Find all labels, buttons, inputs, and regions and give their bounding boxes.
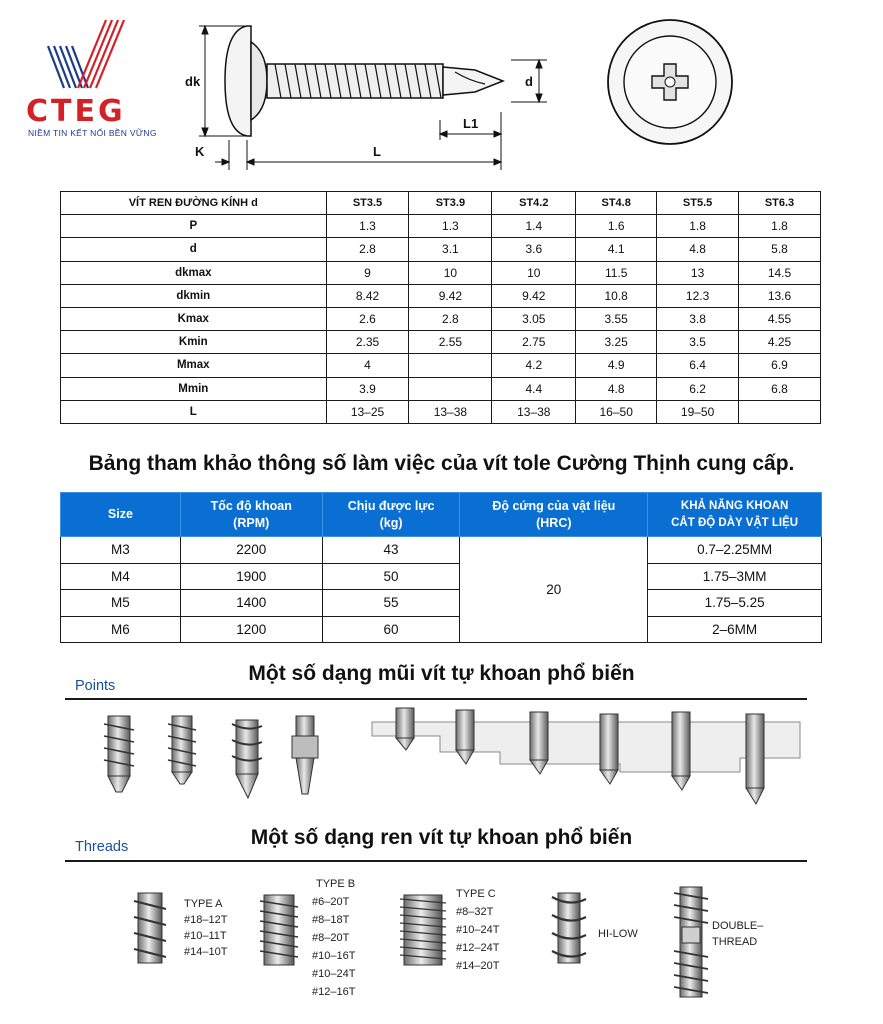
type-b-spec: #8–18T [312, 914, 350, 926]
cell-force: 55 [322, 590, 460, 617]
table-cell: 4.2 [492, 354, 576, 377]
header-cell: VÍT REN ĐƯỜNG KÍNH d [61, 192, 327, 215]
point-type-1-icon [104, 716, 134, 792]
type-b-spec: #8–20T [312, 932, 350, 944]
table-cell: 8.42 [326, 284, 409, 307]
cell-force: 50 [322, 563, 460, 590]
table-cell: 14.5 [739, 261, 821, 284]
header-cell: ST3.9 [409, 192, 492, 215]
header-force [322, 493, 460, 537]
table-cell [739, 400, 821, 423]
table-row [61, 261, 821, 284]
type-b-spec: #10–16T [312, 950, 356, 962]
row-label: Kmax [61, 307, 327, 330]
header-rpm-line1: Tốc độ khoan [210, 498, 292, 513]
table-cell: 9.42 [409, 284, 492, 307]
row-label: P [61, 215, 327, 238]
cell-size: M3 [61, 537, 181, 564]
table-cell: 2.8 [326, 238, 409, 261]
table-cell: 2.75 [492, 331, 576, 354]
type-a-spec: #18–12T [184, 914, 228, 926]
table-cell: 13–38 [492, 400, 576, 423]
table-cell: 4.9 [576, 354, 657, 377]
type-b-name: TYPE B [316, 878, 356, 890]
table-cell: 1.6 [576, 215, 657, 238]
cell-capacity: 1.75–3MM [648, 563, 822, 590]
table-cell: 1.3 [326, 215, 409, 238]
header-cell: ST4.2 [492, 192, 576, 215]
header-force-line2: (kg) [379, 515, 403, 530]
type-c-spec: #14–20T [456, 960, 500, 972]
point-type-3-icon [232, 720, 262, 798]
table-cell [409, 377, 492, 400]
table-cell: 19–50 [657, 400, 739, 423]
table-cell: 9.42 [492, 284, 576, 307]
cell-rpm: 1400 [180, 590, 322, 617]
type-c-spec: #12–24T [456, 942, 500, 954]
type-c-name: TYPE C [456, 888, 496, 900]
cell-force: 60 [322, 616, 460, 643]
header-rpm-line2: (RPM) [233, 515, 270, 530]
table-row [61, 215, 821, 238]
table-cell: 3.05 [492, 307, 576, 330]
header-capacity-line1: KHẢ NĂNG KHOAN [680, 499, 789, 512]
points-divider [65, 698, 807, 700]
table-cell: 10 [409, 261, 492, 284]
header-size-label: Size [107, 507, 133, 521]
table-cell: 3.6 [492, 238, 576, 261]
threads-section-label: Threads [75, 839, 129, 855]
header-hardness-line2: (HRC) [536, 515, 572, 530]
label-l1: L1 [463, 116, 479, 131]
table-row [61, 377, 821, 400]
row-label: Mmin [61, 377, 327, 400]
table-cell: 4.1 [576, 238, 657, 261]
table-cell: 3.55 [576, 307, 657, 330]
header-hardness [460, 493, 648, 537]
cell-size: M5 [61, 590, 181, 617]
table-cell: 13 [657, 261, 739, 284]
cell-rpm: 2200 [180, 537, 322, 564]
header-cell: ST5.5 [657, 192, 739, 215]
header-capacity [648, 493, 822, 537]
table-cell: 3.1 [409, 238, 492, 261]
params-table-title: Bảng tham khảo thông số làm việc của vít tole Cường Thịnh cung cấp. [88, 452, 795, 475]
type-double-name-line2: THREAD [712, 936, 758, 948]
dimension-spec-table [60, 191, 821, 424]
thread-double-icon [674, 887, 708, 997]
table-cell: 13.6 [739, 284, 821, 307]
brand-tagline: NIỀM TIN KẾT NỐI BỀN VỮNG [28, 128, 157, 138]
table-cell [409, 354, 492, 377]
header-hardness-line1: Độ cứng của vật liệu [492, 498, 616, 513]
table-cell: 13–38 [409, 400, 492, 423]
table-cell: 2.35 [326, 331, 409, 354]
table-row [61, 537, 822, 564]
table-cell: 6.4 [657, 354, 739, 377]
threads-divider [65, 860, 807, 862]
table-cell: 4.4 [492, 377, 576, 400]
points-section-title: Một số dạng mũi vít tự khoan phổ biến [248, 662, 635, 685]
table-cell: 12.3 [657, 284, 739, 307]
point-type-4-icon [292, 716, 318, 794]
header-rpm [180, 493, 322, 537]
type-c-spec: #8–32T [456, 906, 494, 918]
table-cell: 1.3 [409, 215, 492, 238]
type-hi-low-name: HI-LOW [598, 928, 638, 940]
cell-size: M4 [61, 563, 181, 590]
header-capacity-line2: CẮT ĐỘ DÀY VẬT LIỆU [671, 516, 799, 529]
thread-type-c-icon [400, 895, 446, 965]
table-row [61, 307, 821, 330]
plate-thickness-diagram [372, 708, 800, 804]
table-cell: 1.4 [492, 215, 576, 238]
type-b-spec: #10–24T [312, 968, 356, 980]
label-d: d [525, 74, 533, 89]
drill-points-illustration [60, 702, 820, 812]
table-cell: 2.6 [326, 307, 409, 330]
table-cell: 4.25 [739, 331, 821, 354]
type-double-name: DOUBLE– [712, 920, 764, 932]
type-b-spec: #6–20T [312, 896, 350, 908]
row-label: dkmax [61, 261, 327, 284]
table-cell: 6.2 [657, 377, 739, 400]
table-row [61, 284, 821, 307]
brand-logo [26, 18, 166, 138]
thread-type-a-icon [134, 893, 166, 963]
label-dk: dk [185, 74, 201, 89]
table-header-row [61, 493, 822, 537]
type-a-spec: #10–11T [184, 930, 227, 942]
label-k: K [195, 144, 205, 159]
row-label: dkmin [61, 284, 327, 307]
table-cell: 2.55 [409, 331, 492, 354]
table-cell: 4 [326, 354, 409, 377]
table-row [61, 616, 822, 643]
table-row [61, 354, 821, 377]
screw-head-front-view [600, 12, 740, 152]
header-size [61, 493, 181, 537]
logo-stripes-icon [26, 18, 166, 94]
header-cell: ST3.5 [326, 192, 409, 215]
row-label: Mmax [61, 354, 327, 377]
table-cell: 4.8 [657, 238, 739, 261]
cell-capacity: 2–6MM [648, 616, 822, 643]
table-cell: 3.25 [576, 331, 657, 354]
table-row [61, 590, 822, 617]
table-row [61, 238, 821, 261]
thread-hi-low-icon [552, 893, 586, 963]
cell-size: M6 [61, 616, 181, 643]
brand-name: CTEG [26, 94, 126, 129]
header-force-line1: Chịu được lực [347, 498, 435, 513]
cell-rpm: 1900 [180, 563, 322, 590]
screw-side-view-diagram [185, 12, 565, 177]
table-cell: 3.5 [657, 331, 739, 354]
cell-capacity: 0.7–2.25MM [648, 537, 822, 564]
cell-force: 43 [322, 537, 460, 564]
cell-capacity: 1.75–5.25 [648, 590, 822, 617]
threads-section-title: Một số dạng ren vít tự khoan phổ biến [250, 826, 633, 849]
header-cell: ST4.8 [576, 192, 657, 215]
table-cell: 13–25 [326, 400, 409, 423]
table-cell: 1.8 [739, 215, 821, 238]
table-cell: 2.8 [409, 307, 492, 330]
table-cell: 1.8 [657, 215, 739, 238]
table-cell: 3.9 [326, 377, 409, 400]
table-cell: 9 [326, 261, 409, 284]
table-row [61, 331, 821, 354]
type-a-spec: #14–10T [184, 946, 228, 958]
header-cell: ST6.3 [739, 192, 821, 215]
table-cell: 4.55 [739, 307, 821, 330]
table-cell: 16–50 [576, 400, 657, 423]
cell-rpm: 1200 [180, 616, 322, 643]
table-cell: 11.5 [576, 261, 657, 284]
table-cell: 3.8 [657, 307, 739, 330]
label-l: L [373, 144, 381, 159]
type-c-spec: #10–24T [456, 924, 500, 936]
table-cell: 10.8 [576, 284, 657, 307]
point-type-2-icon [168, 716, 196, 784]
table-cell: 10 [492, 261, 576, 284]
row-label: L [61, 400, 327, 423]
row-label: d [61, 238, 327, 261]
table-cell: 5.8 [739, 238, 821, 261]
thread-types-illustration [60, 865, 820, 1015]
cell-hardness: 20 [460, 537, 648, 643]
type-b-spec: #12–16T [312, 986, 356, 998]
table-header-row [61, 192, 821, 215]
table-cell: 6.8 [739, 377, 821, 400]
working-params-table [60, 492, 822, 643]
points-section-label: Points [75, 678, 116, 694]
row-label: Kmin [61, 331, 327, 354]
table-row [61, 400, 821, 423]
type-a-name: TYPE A [184, 898, 223, 910]
table-cell: 6.9 [739, 354, 821, 377]
table-cell: 4.8 [576, 377, 657, 400]
table-row [61, 563, 822, 590]
thread-type-b-icon [260, 895, 298, 965]
